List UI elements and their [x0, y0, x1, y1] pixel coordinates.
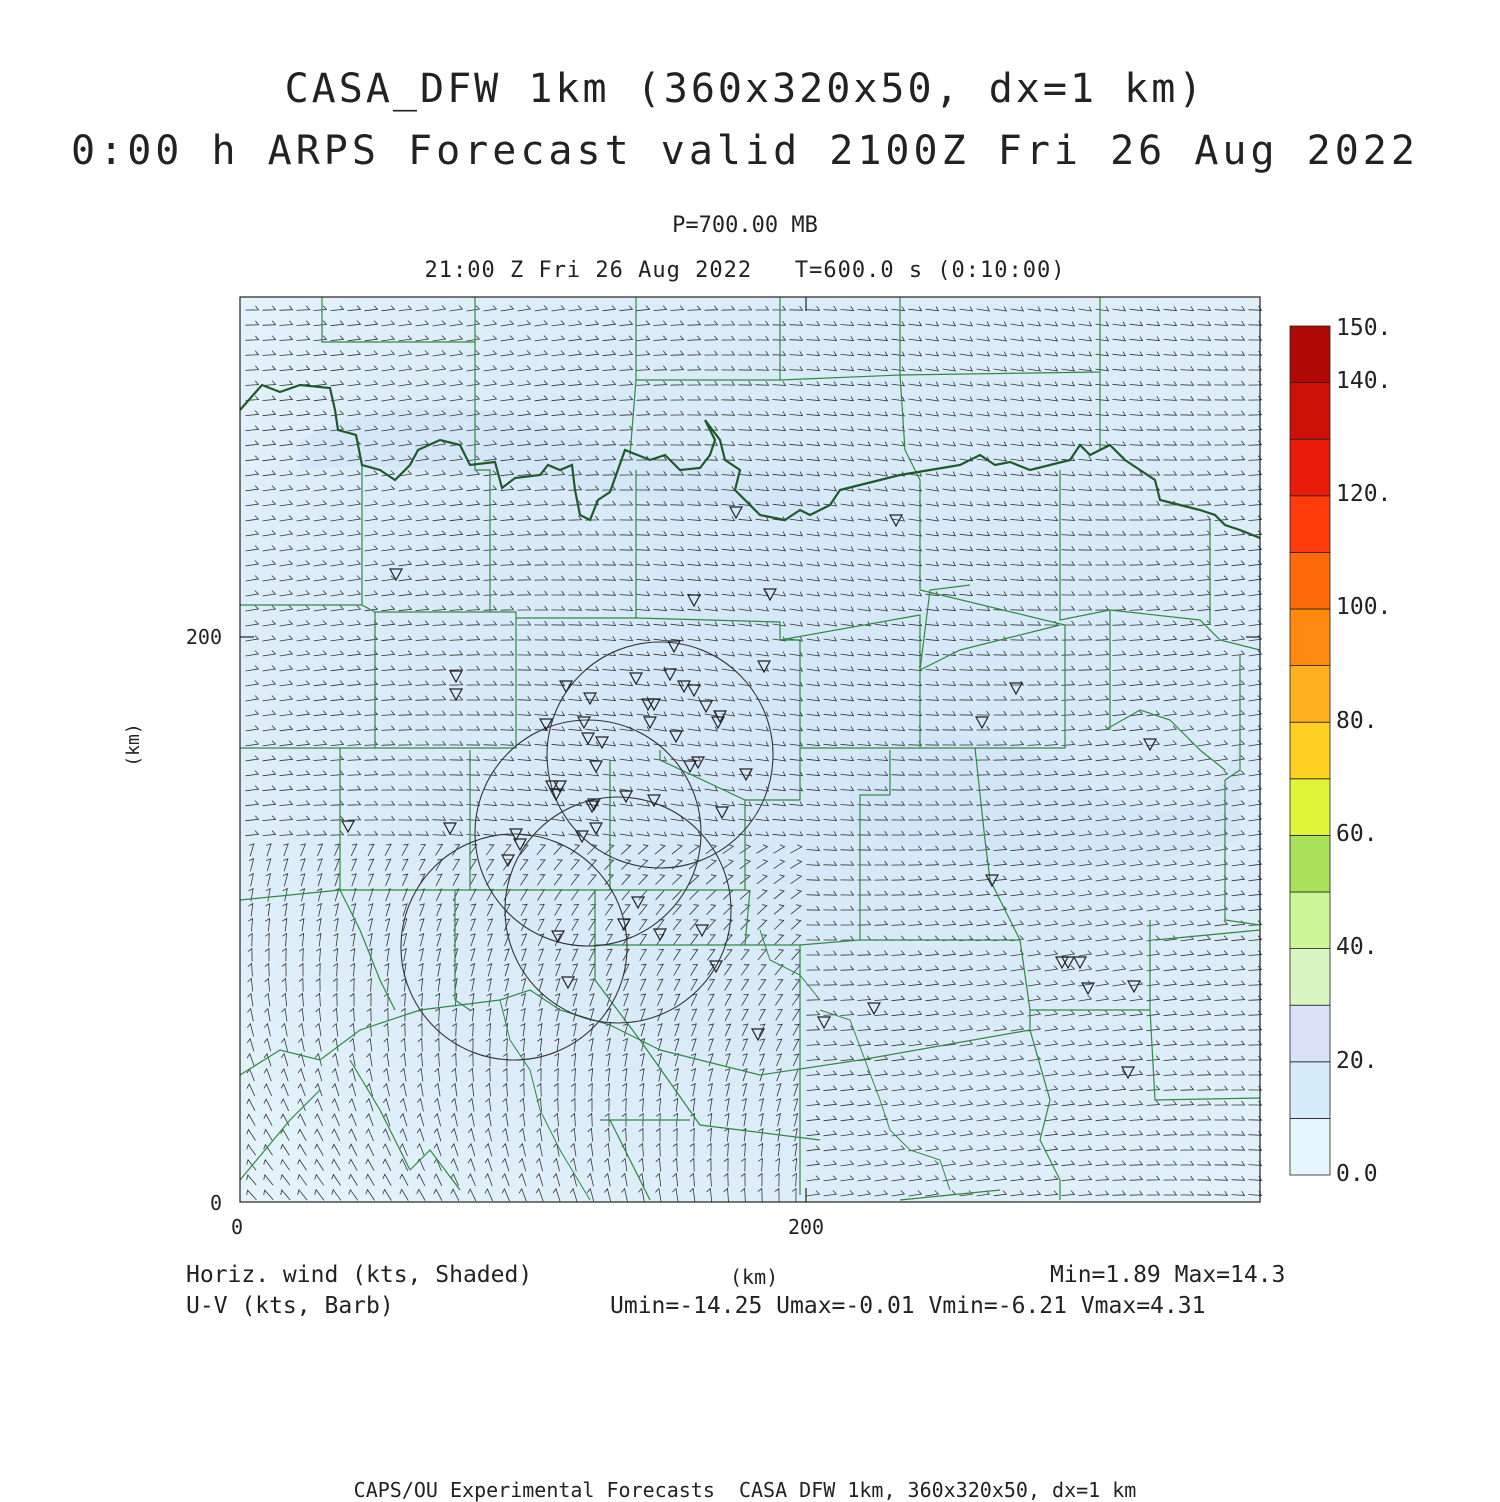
valid-time: 21:00 Z Fri 26 Aug 2022 T=600.0 s (0:10:00): [424, 258, 1066, 283]
colorbar-label: 100.: [1336, 594, 1392, 620]
colorbar-swatch: [1290, 326, 1330, 383]
field-minmax: Min=1.89 Max=14.3: [1050, 1262, 1286, 1288]
y-axis-label: (km): [123, 723, 144, 767]
y-tick-0: 0: [209, 1191, 222, 1215]
colorbar-swatch: [1290, 552, 1330, 609]
colorbar-swatch: [1290, 496, 1330, 553]
colorbar-swatch: [1290, 722, 1330, 779]
colorbar-label: 20.: [1336, 1048, 1378, 1074]
chart-title: CASA_DFW 1km (360x320x50, dx=1 km): [284, 66, 1206, 112]
colorbar-swatch: [1290, 779, 1330, 836]
x-tick-200: 200: [787, 1215, 825, 1239]
colorbar-swatch: [1290, 439, 1330, 496]
colorbar-label: 40.: [1336, 934, 1378, 960]
colorbar-swatch: [1290, 1005, 1330, 1062]
colorbar-label: 80.: [1336, 708, 1378, 734]
x-tick-0: 0: [230, 1215, 244, 1239]
colorbar-swatch: [1290, 835, 1330, 892]
wind-field: [240, 297, 1260, 1202]
colorbar-swatch: [1290, 892, 1330, 949]
colorbar-swatch: [1290, 609, 1330, 666]
uv-minmax: Umin=-14.25 Umax=-0.01 Vmin=-6.21 Vmax=4.31: [610, 1293, 1206, 1319]
y-tick-200: 200: [185, 625, 222, 649]
colorbar: [1290, 315, 1391, 1187]
colorbar-swatch: [1290, 1062, 1330, 1119]
chart-subtitle: 0:00 h ARPS Forecast valid 2100Z Fri 26 Aug 2022: [71, 128, 1419, 174]
colorbar-label: 60.: [1336, 821, 1378, 847]
colorbar-label: 150.: [1336, 315, 1392, 341]
colorbar-swatch: [1290, 1118, 1330, 1175]
credit-line: CAPS/OU Experimental Forecasts CASA DFW 1km, 360x320x50, dx=1 km: [353, 1478, 1137, 1502]
colorbar-swatch: [1290, 383, 1330, 440]
colorbar-swatch: [1290, 949, 1330, 1006]
colorbar-swatch: [1290, 666, 1330, 723]
colorbar-label: 120.: [1336, 481, 1392, 507]
colorbar-label: 0.0: [1336, 1161, 1378, 1187]
x-axis-label: (km): [730, 1265, 779, 1289]
pressure-level: P=700.00 MB: [672, 213, 818, 238]
colorbar-label: 140.: [1336, 368, 1392, 394]
vector-name: U-V (kts, Barb): [186, 1293, 394, 1319]
field-name: Horiz. wind (kts, Shaded): [186, 1262, 533, 1288]
